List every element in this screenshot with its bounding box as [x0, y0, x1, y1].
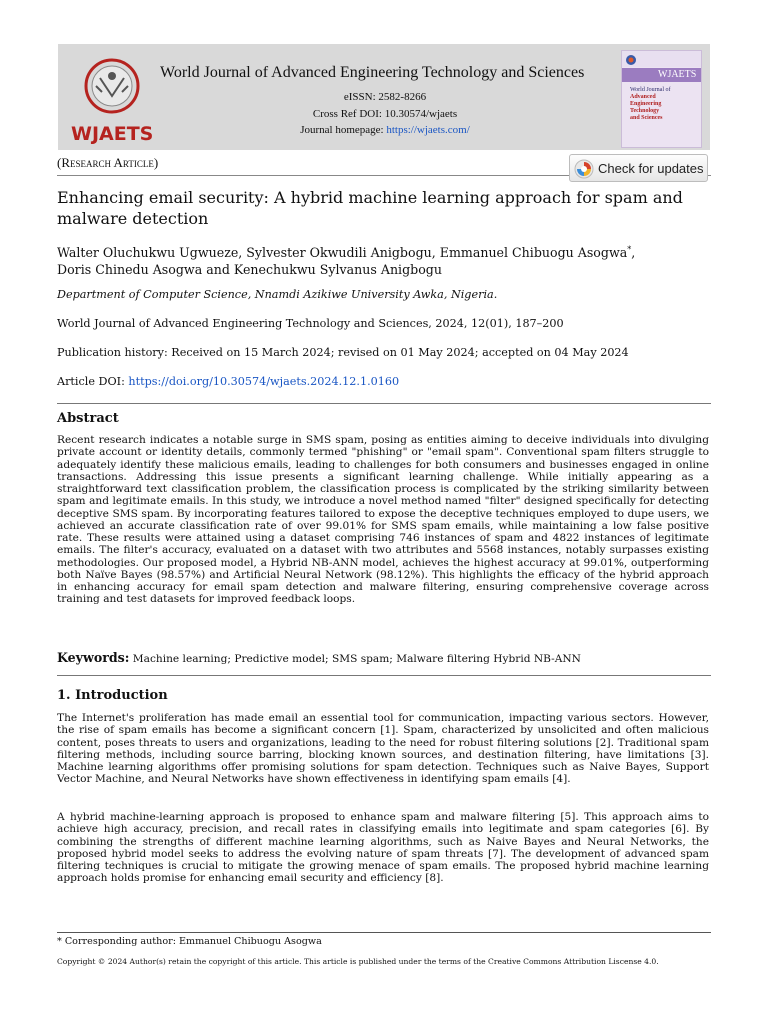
section-heading-introduction: 1. Introduction [57, 688, 168, 703]
cover-title-line: Engineering [630, 101, 662, 107]
author-names: Walter Oluchukwu Ugwueze, Sylvester Okwudili Anigbogu, Emmanuel Chibuogu Asogwa [57, 245, 628, 261]
abstract-body: Recent research indicates a notable surge in SMS spam, posing as entities aiming to deceive individuals into divulging private account or identity details, commonly termed "phishing" or "email spam". Conventional spam filters struggle to adequately identify these malicious emails, leading to challenges for both consumers and businesses engaged in online transactions. Addressing this issue presents a significant learning challenge. While initially appearing as a straightforward text classification problem, the classification process is complicated by the striking similarity between spam and legitimate emails. In this study, we introduce a novel method named "filter" designed specifically for detecting deceptive SMS spam. By incorporating features tailored to expose the deceptive techniques employed to dupe users, we achieved an accurate classification rate of over 99.01% for SMS spam emails, while maintaining a low false positive rate. These results were attained using a dataset comprising 746 instances of spam and 4822 instances of legitimate emails. The filter's accuracy, evaluated on a dataset with two attributes and 5568 instances, notably surpasses existing methodologies. Our proposed model, a Hybrid NB-ANN model, achieves the highest accuracy at 99.01%, outperforming both Naïve Bayes (98.57%) and Artificial Neural Network (98.12%). This highlights the efficacy of the hybrid approach in enhancing accuracy for email spam detection and malware filtering, ensuring comprehensive coverage across training and test datasets for improved feedback loops. [57, 434, 709, 606]
crossref-doi: Cross Ref DOI: 10.30574/wjaets [312, 107, 458, 120]
intro-paragraph-2: A hybrid machine-learning approach is proposed to enhance spam and malware filtering [5]. This approach aims to achieve high accuracy, precision, and recall rates in classifying emails into legitimate and spam categories [6]. By combining the strengths of different machine learning algorithms, such as Naive Bayes and Neural Networks, the proposed hybrid model seeks to address the evolving nature of spam threats [7]. The development of advanced spam filtering techniques is crucial to mitigate the growing menace of spam emails. The proposed hybrid machine learning approach holds promise for enhancing email security and efficiency [8]. [57, 811, 709, 885]
cover-title-line: World Journal of [630, 87, 671, 93]
corresponding-author-footnote: * Corresponding author: Emmanuel Chibuogu Asogwa [57, 936, 322, 947]
journal-title: World Journal of Advanced Engineering Technology and Sciences [160, 64, 585, 81]
abstract-heading: Abstract [57, 411, 119, 426]
publication-history: Publication history: Received on 15 March 2024; revised on 01 May 2024; accepted on 04 May 2024 [57, 346, 629, 359]
homepage-link[interactable]: https://wjaets.com/ [386, 124, 470, 136]
authors-line-1 [57, 241, 717, 261]
journal-logo-text: WJAETS [71, 123, 154, 145]
eissn: eISSN: 2582-8266 [343, 91, 427, 103]
footnote-divider [57, 932, 711, 933]
cover-title-line: Technology [630, 108, 660, 114]
corresponding-mark: * [627, 245, 632, 254]
paper-title: Enhancing email security: A hybrid machine learning approach for spam and malware detection [57, 188, 683, 228]
cover-title-line: Advanced [630, 94, 656, 100]
check-for-updates-label: Check for updates [598, 161, 704, 176]
divider [57, 675, 711, 676]
check-updates-icon [574, 159, 594, 179]
cover-band-text: WJAETS [658, 69, 697, 80]
intro-paragraph-1: The Internet's proliferation has made email an essential tool for communication, impacting various sectors. However, the rise of spam emails has become a significant concern [1]. Spam, characterized by unsolicited and often malicious content, poses threats to users and organizations, leading to the need for robust filtering solutions [2]. Traditional spam filtering methods, including source barring, blocking known sources, and destination filtering, have limitations [3]. Machine learning algorithms offer promising solutions for spam detection. Techniques such as Naive Bayes, Support Vector Machine, and Neural Networks have shown effectiveness in identifying spam emails [4]. [57, 712, 709, 786]
cover-title-line: and Sciences [630, 115, 663, 121]
cover-logo-icon [625, 54, 637, 66]
citation: World Journal of Advanced Engineering Technology and Sciences, 2024, 12(01), 187–200 [57, 317, 564, 330]
doi-link[interactable]: https://doi.org/10.30574/wjaets.2024.12.1.0160 [128, 375, 400, 388]
authors [57, 241, 717, 278]
doi-label: Article DOI: [57, 375, 129, 388]
divider [57, 403, 711, 404]
keywords-list: Machine learning; Predictive model; SMS spam; Malware filtering Hybrid NB-ANN [129, 653, 581, 665]
journal-homepage [160, 122, 610, 139]
article-type: (Research Article) [57, 155, 159, 170]
check-for-updates-button[interactable] [569, 154, 708, 182]
author-separator: , [631, 245, 636, 261]
journal-meta [160, 89, 610, 139]
journal-cover-image [621, 50, 702, 148]
affiliation: Department of Computer Science, Nnamdi Azikiwe University Awka, Nigeria. [57, 288, 498, 301]
authors-line-2: Doris Chinedu Asogwa and Kenechukwu Sylvanus Anigbogu [57, 262, 442, 278]
copyright-notice: Copyright © 2024 Author(s) retain the copyright of this article. This article is published under the terms of the Creative Commons Attribution Liscense 4.0. [57, 957, 659, 966]
keywords-label: Keywords: [57, 650, 130, 665]
homepage-label: Journal homepage: [300, 124, 387, 136]
article-doi [57, 375, 717, 388]
keywords [57, 650, 711, 665]
cover-title [630, 87, 690, 122]
